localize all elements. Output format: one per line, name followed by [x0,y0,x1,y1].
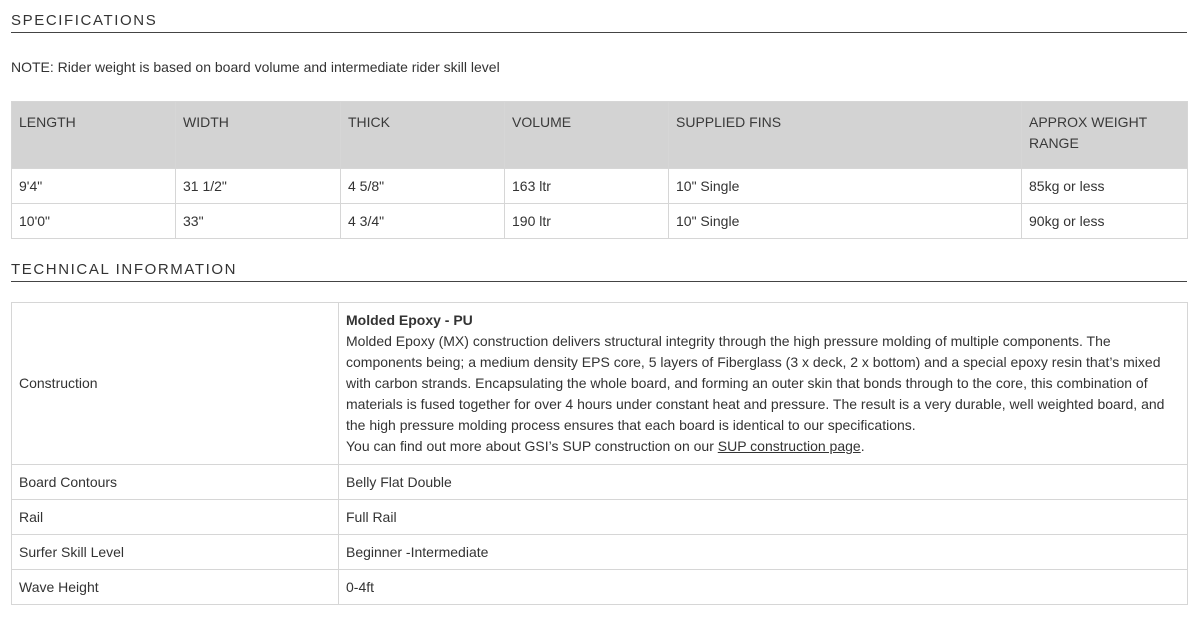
construction-heading: Molded Epoxy - PU [346,312,473,328]
cell-weight-range: 85kg or less [1022,169,1188,204]
construction-more-info [346,436,1180,457]
surfer-skill-level-value: Beginner -Intermediate [339,535,1188,570]
specifications-divider [11,32,1187,33]
table-row [12,465,1188,500]
header-volume: VOLUME [505,102,669,169]
technical-information-title: TECHNICAL INFORMATION [11,261,238,278]
technical-information-table [11,302,1188,605]
construction-label: Construction [12,303,339,465]
header-supplied-fins: SUPPLIED FINS [669,102,1022,169]
specifications-table [11,101,1188,239]
wave-height-value: 0-4ft [339,570,1188,605]
specifications-title: SPECIFICATIONS [11,12,158,29]
header-width: WIDTH [176,102,341,169]
header-weight-range: APPROX WEIGHT RANGE [1022,102,1188,169]
sup-construction-page-link[interactable]: SUP construction page [717,438,861,454]
more-info-text: You can find out more about GSI’s SUP construction on our [346,438,718,454]
surfer-skill-level-label: Surfer Skill Level [12,535,339,570]
cell-width: 33" [176,204,341,239]
table-row [12,535,1188,570]
more-info-period: . [860,438,865,454]
header-thick: THICK [341,102,505,169]
table-row [12,303,1188,465]
rail-value: Full Rail [339,500,1188,535]
cell-supplied-fins: 10" Single [669,204,1022,239]
cell-thick: 4 5/8" [341,169,505,204]
table-row [12,570,1188,605]
table-header-row [12,102,1188,169]
cell-length: 9'4" [12,169,176,204]
wave-height-label: Wave Height [12,570,339,605]
technical-information-divider [11,281,1187,282]
cell-supplied-fins: 10" Single [669,169,1022,204]
table-row [12,204,1188,239]
cell-volume: 190 ltr [505,204,669,239]
cell-volume: 163 ltr [505,169,669,204]
rail-label: Rail [12,500,339,535]
cell-width: 31 1/2" [176,169,341,204]
construction-value [339,303,1188,465]
header-length: LENGTH [12,102,176,169]
board-contours-label: Board Contours [12,465,339,500]
rider-weight-note: NOTE: Rider weight is based on board volume and intermediate rider skill level [11,59,500,75]
board-contours-value: Belly Flat Double [339,465,1188,500]
table-row [12,500,1188,535]
construction-description: Molded Epoxy (MX) construction delivers structural integrity through the high pressure molding of multiple components. The components being; a medium density EPS core, 5 layers of Fiberglass (3 x deck, 2 x bottom) and a special epoxy resin that’s mixed with carbon strands. Encapsulating the whole board, and forming an outer skin that bonds through to the core, this combination of materials is fused together for over 4 hours under constant heat and pressure. The result is a very durable, well weighted board, and the high pressure molding process ensures that each board is identical to our specifications. [346,333,1165,433]
cell-thick: 4 3/4" [341,204,505,239]
table-row [12,169,1188,204]
cell-weight-range: 90kg or less [1022,204,1188,239]
cell-length: 10'0" [12,204,176,239]
